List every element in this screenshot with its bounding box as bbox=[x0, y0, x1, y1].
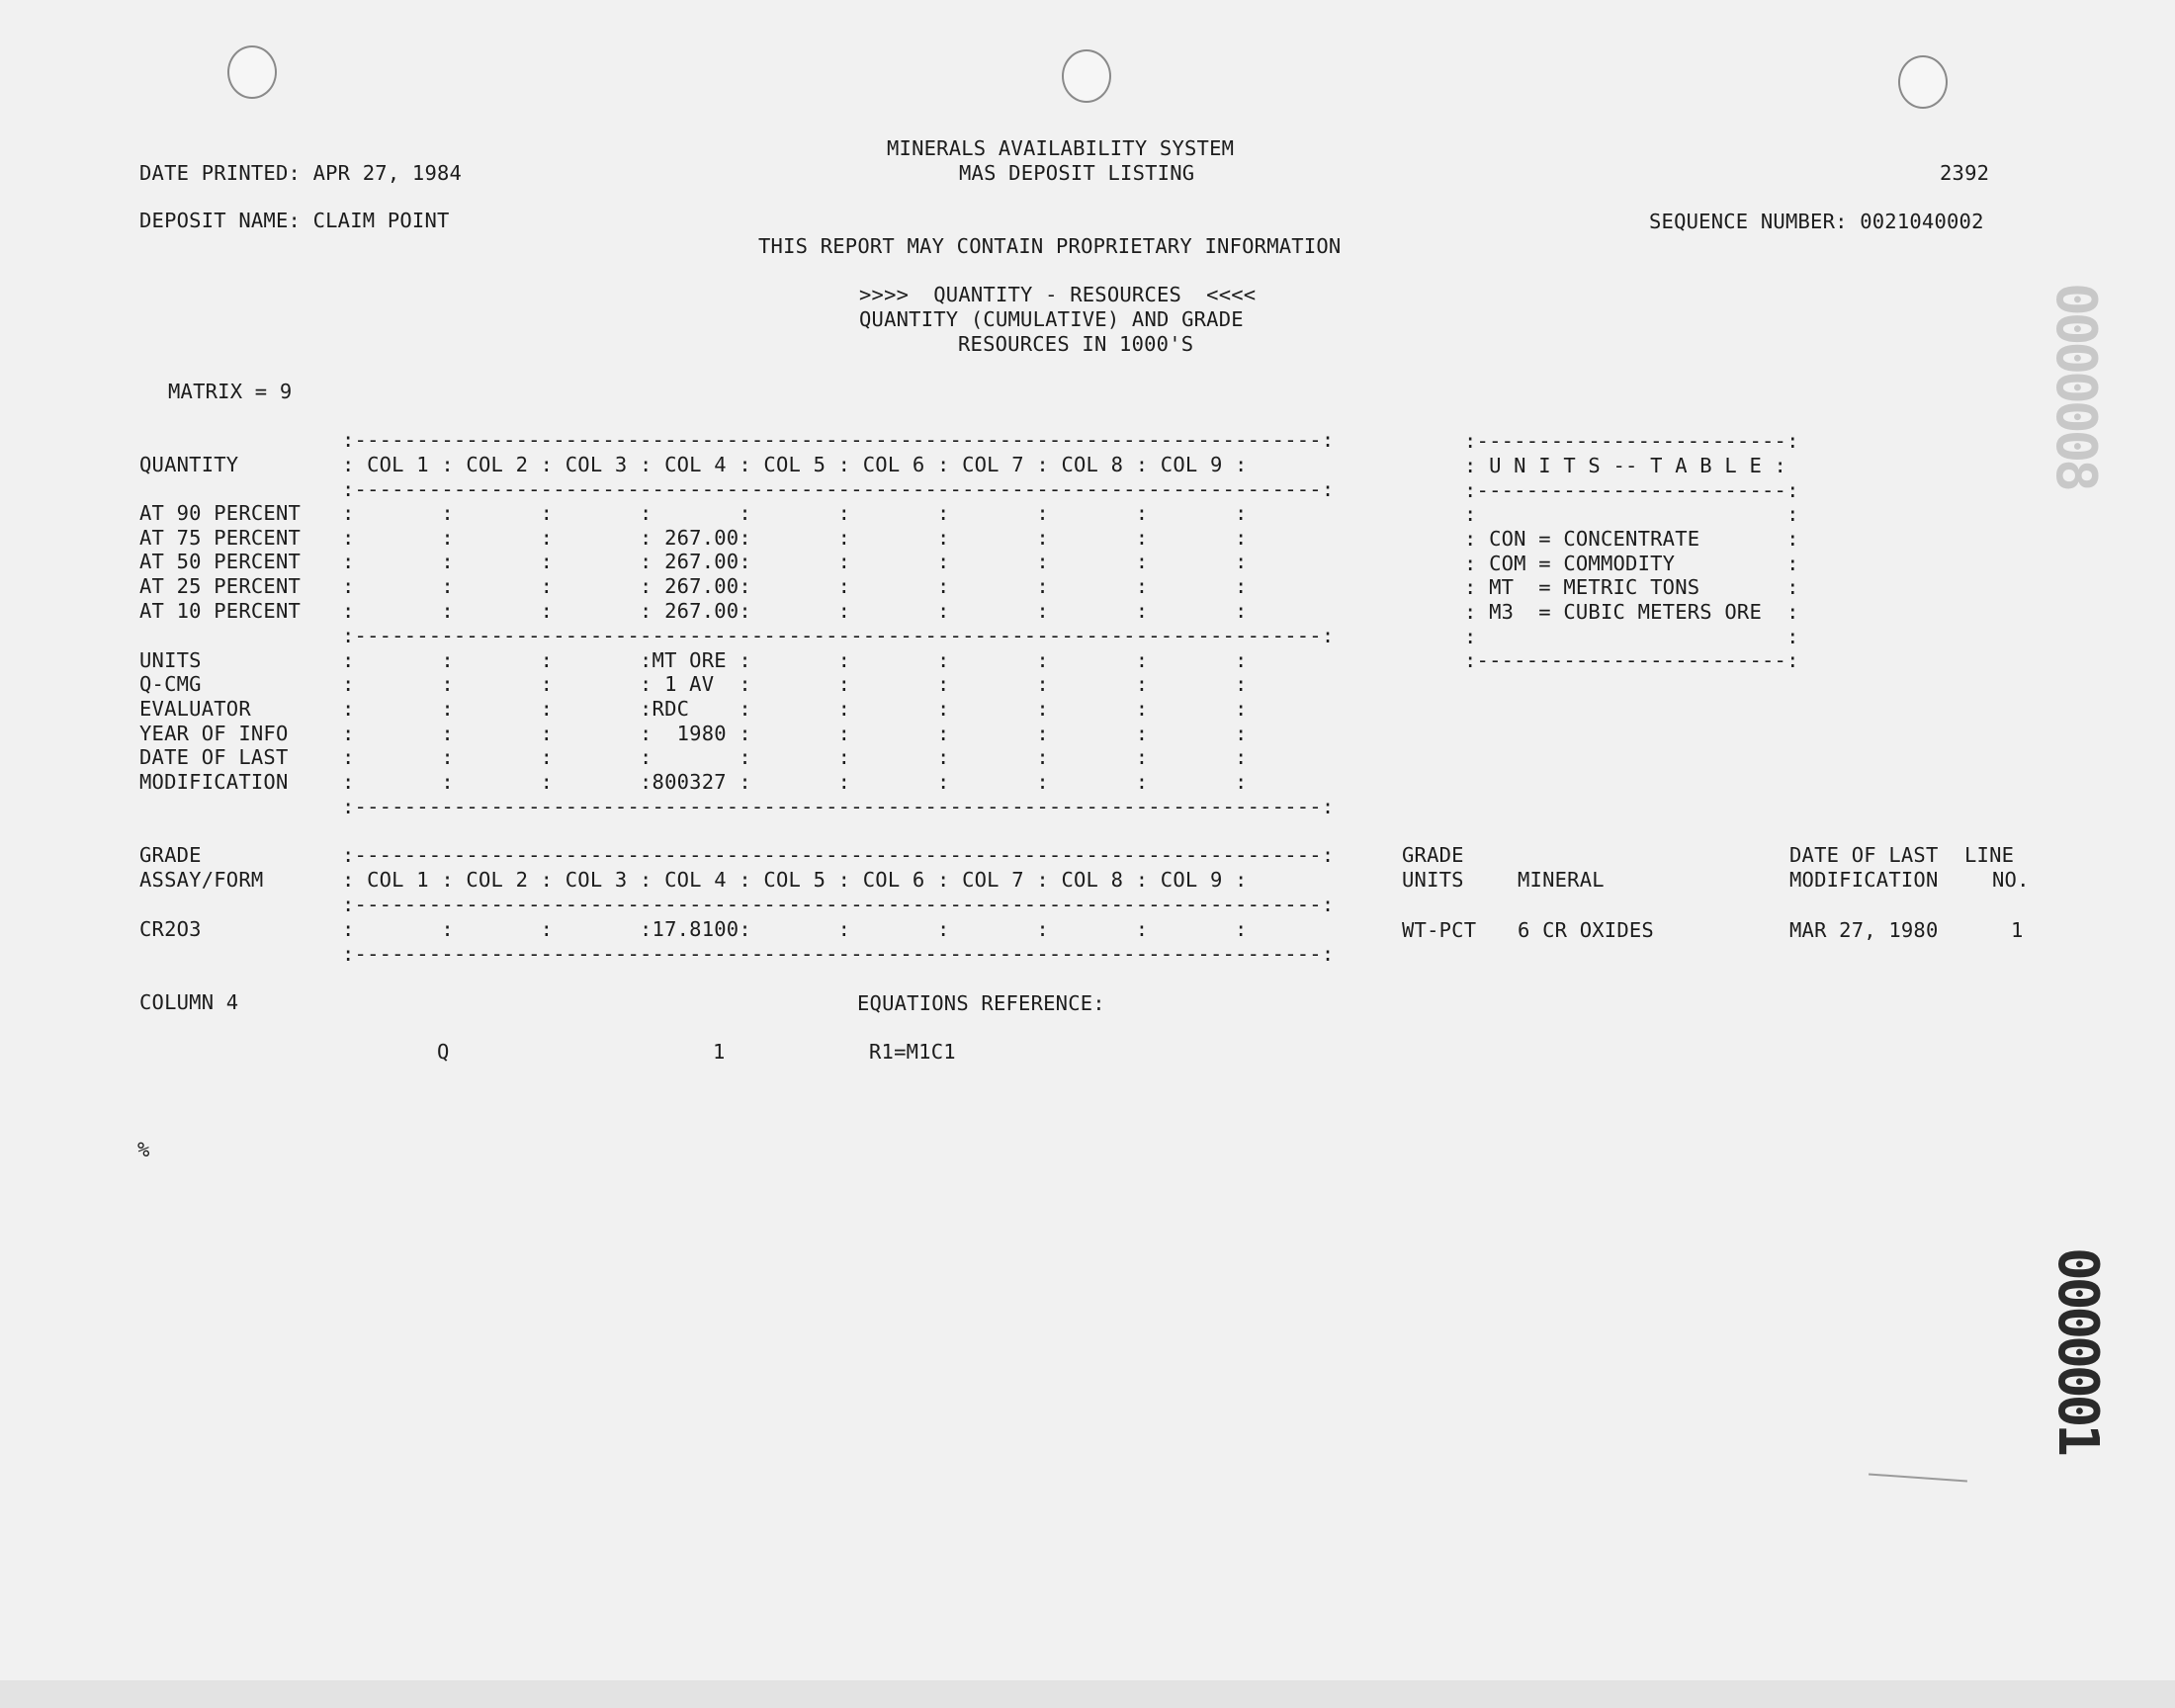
footer-mark: % bbox=[137, 1138, 150, 1161]
units-table-border: :-------------------------: bbox=[1464, 648, 1799, 672]
line-header: NO. bbox=[1992, 868, 2030, 892]
grade-label: GRADE bbox=[139, 843, 202, 867]
line-number-value: 1 bbox=[2011, 918, 2024, 942]
units-entry: : COM = COMMODITY : bbox=[1464, 552, 1799, 575]
units-table-border: :-------------------------: bbox=[1464, 429, 1799, 453]
deposit-name: DEPOSIT NAME: CLAIM POINT bbox=[139, 209, 450, 232]
section-units: RESOURCES IN 1000'S bbox=[958, 332, 1194, 356]
margin-stamp-top: 0000008 bbox=[2044, 283, 2108, 489]
date-header: MODIFICATION bbox=[1789, 868, 1939, 892]
units-table-border: :-------------------------: bbox=[1464, 478, 1799, 502]
grade-table-border: :------------------------------------------------------------------------------: bbox=[342, 843, 1335, 867]
table-border-top: :------------------------------------------------------------------------------: bbox=[342, 428, 1335, 452]
units-table-title: : U N I T S -- T A B L E : bbox=[1464, 454, 1787, 477]
grade-table-border-bottom: :------------------------------------------------------------------------------: bbox=[342, 942, 1335, 966]
equation-number: 1 bbox=[713, 1040, 726, 1064]
table-divider: :------------------------------------------------------------------------------: bbox=[342, 624, 1335, 647]
units-entry: : MT = METRIC TONS : bbox=[1464, 575, 1799, 599]
table-divider: :------------------------------------------------------------------------------: bbox=[342, 477, 1335, 501]
table-border-bottom: :------------------------------------------------------------------------------: bbox=[342, 795, 1335, 818]
mineral-value: 6 CR OXIDES bbox=[1518, 918, 1654, 942]
grade-header-row: : COL 1 : COL 2 : COL 3 : COL 4 : COL 5 : COL 6 : COL 7 : COL 8 : COL 9 : bbox=[342, 868, 1248, 892]
grade-row-label: CR2O3 bbox=[139, 917, 202, 941]
equations-reference-label: EQUATIONS REFERENCE: bbox=[857, 991, 1105, 1015]
scan-bottom-edge bbox=[0, 1680, 2175, 1708]
punch-hole-left bbox=[227, 45, 277, 99]
row-cells: : : : : 267.00: : : : : : bbox=[342, 599, 1248, 623]
sequence-number: SEQUENCE NUMBER: 0021040002 bbox=[1649, 210, 1984, 233]
row-label: AT 25 PERCENT bbox=[139, 574, 302, 598]
quantity-label: QUANTITY bbox=[139, 453, 239, 476]
info-row-cells: : : : :RDC : : : : : : bbox=[342, 697, 1248, 721]
listing-title: MAS DEPOSIT LISTING bbox=[959, 161, 1195, 185]
row-cells: : : : : 267.00: : : : : : bbox=[342, 574, 1248, 598]
matrix-label: MATRIX = 9 bbox=[168, 380, 293, 403]
row-label: AT 10 PERCENT bbox=[139, 599, 302, 623]
grade-units-value: WT-PCT bbox=[1402, 918, 1477, 942]
info-row-cells: : : : : 1980 : : : : : : bbox=[342, 722, 1248, 745]
units-table-blank: : : bbox=[1464, 502, 1799, 526]
grade-table-divider: :------------------------------------------------------------------------------: bbox=[342, 893, 1335, 916]
system-title: MINERALS AVAILABILITY SYSTEM bbox=[887, 136, 1235, 160]
units-entry: : CON = CONCENTRATE : bbox=[1464, 527, 1799, 551]
info-row-label: YEAR OF INFO bbox=[139, 722, 289, 745]
modification-date-value: MAR 27, 1980 bbox=[1789, 918, 1939, 942]
punch-hole-right bbox=[1898, 55, 1948, 109]
pencil-mark bbox=[1869, 1474, 1967, 1483]
grade-units-header: UNITS bbox=[1402, 868, 1464, 892]
row-cells: : : : : : : : : : : bbox=[342, 501, 1248, 525]
info-row-cells: : : : :MT ORE : : : : : : bbox=[342, 648, 1248, 672]
grade-row-cells: : : : :17.8100: : : : : : bbox=[342, 917, 1248, 941]
info-row-label: Q-CMG bbox=[139, 672, 202, 696]
grade-units-header: GRADE bbox=[1402, 843, 1464, 867]
assay-form-label: ASSAY/FORM bbox=[139, 868, 264, 892]
punch-hole-center bbox=[1062, 49, 1111, 103]
row-label: AT 75 PERCENT bbox=[139, 526, 302, 550]
units-entry: : M3 = CUBIC METERS ORE : bbox=[1464, 600, 1799, 624]
margin-stamp-bottom: 0000001 bbox=[2045, 1247, 2110, 1454]
date-header: DATE OF LAST bbox=[1789, 843, 1939, 867]
info-row-cells: : : : : 1 AV : : : : : : bbox=[342, 672, 1248, 696]
row-label: AT 90 PERCENT bbox=[139, 501, 302, 525]
column-label: COLUMN 4 bbox=[139, 990, 239, 1014]
row-cells: : : : : 267.00: : : : : : bbox=[342, 550, 1248, 573]
page-number: 2392 bbox=[1940, 161, 1990, 185]
row-cells: : : : : 267.00: : : : : : bbox=[342, 526, 1248, 550]
equation-text: R1=M1C1 bbox=[869, 1040, 956, 1064]
section-subtitle: QUANTITY (CUMULATIVE) AND GRADE bbox=[859, 307, 1244, 331]
row-label: AT 50 PERCENT bbox=[139, 550, 302, 573]
info-row-label: MODIFICATION bbox=[139, 770, 289, 794]
units-table-blank: : : bbox=[1464, 625, 1799, 648]
info-row-label: UNITS bbox=[139, 648, 202, 672]
equation-symbol: Q bbox=[437, 1040, 450, 1064]
info-row-cells: : : : :800327 : : : : : : bbox=[342, 770, 1248, 794]
quantity-header-row: : COL 1 : COL 2 : COL 3 : COL 4 : COL 5 : COL 6 : COL 7 : COL 8 : COL 9 : bbox=[342, 453, 1248, 476]
info-row-cells: : : : : : : : : : : bbox=[342, 745, 1248, 769]
section-title: >>>> QUANTITY - RESOURCES <<<< bbox=[859, 283, 1257, 306]
date-printed: DATE PRINTED: APR 27, 1984 bbox=[139, 161, 463, 185]
info-row-label: EVALUATOR bbox=[139, 697, 251, 721]
mineral-header: MINERAL bbox=[1518, 868, 1605, 892]
info-row-label: DATE OF LAST bbox=[139, 745, 289, 769]
proprietary-notice: THIS REPORT MAY CONTAIN PROPRIETARY INFORMATION bbox=[758, 234, 1342, 258]
line-header: LINE bbox=[1964, 843, 2015, 867]
